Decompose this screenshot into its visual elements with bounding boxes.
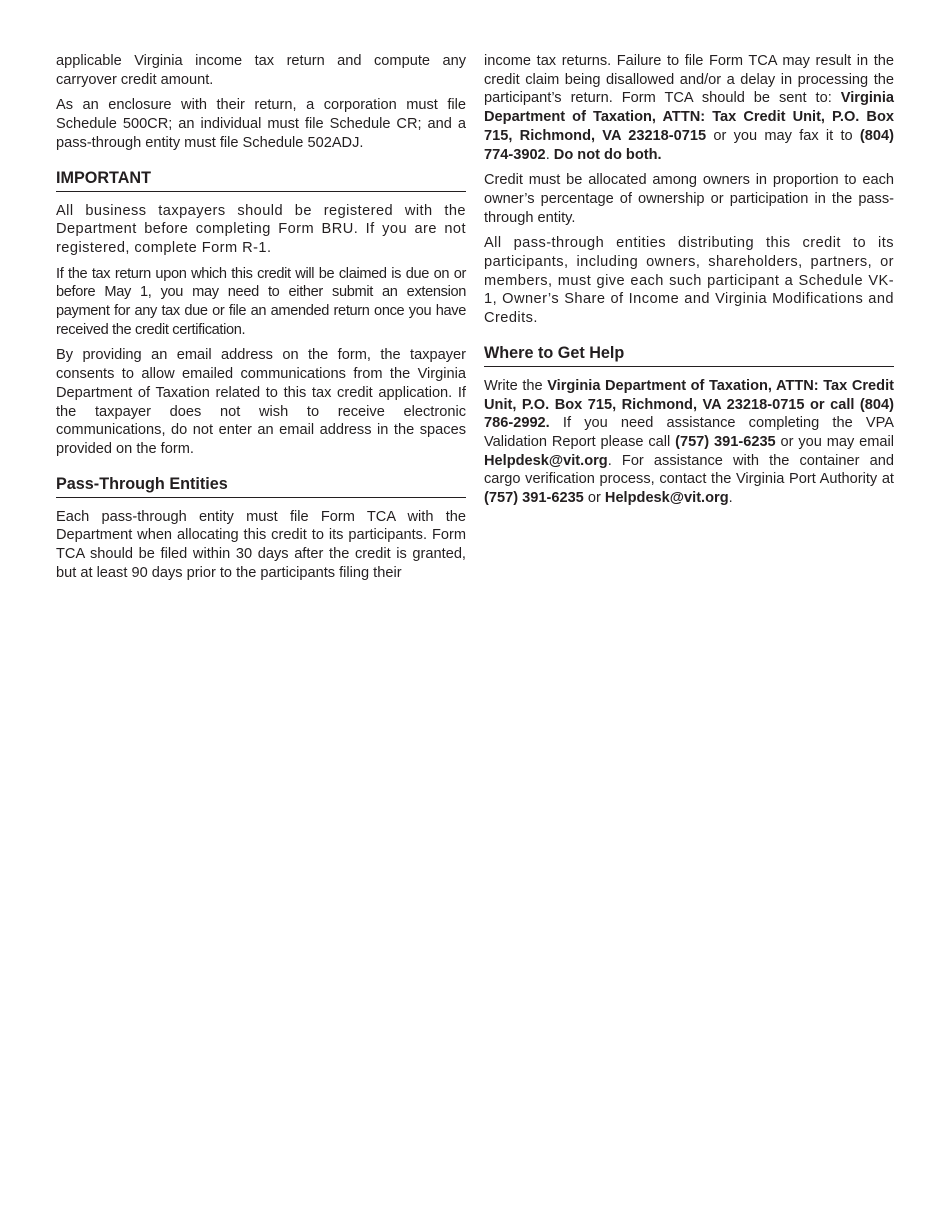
help-heading: Where to Get Help [484,343,894,367]
help-text-3: or you may email [775,433,895,450]
continuation-text-3: . [545,146,554,163]
help-text-1: Write the [484,377,548,394]
important-heading: IMPORTANT [56,168,466,192]
intro-paragraph-2: As an enclosure with their return, a corporation must file Schedule 500CR; an individual must file Schedule CR; and a pass-through entity must file Schedule 502ADJ. [56,97,466,151]
allocation-paragraph: Credit must be allocated among owners in proportion to each owner’s percentage of ownership or participation in the pass-through entity. [484,172,894,226]
pass-through-heading: Pass-Through Entities [56,474,466,498]
distribution-paragraph: All pass-through entities distributing this credit to its participants, including owners, shareholders, partners, or members, must give each such participant a Schedule VK-1, Owner’s Share of Income and Virginia Modifications and Credits. [484,235,894,327]
do-not-do-both-warning: Do not do both. [553,146,662,163]
help-text-2: If you need assistance completing the VPA Validation Report please call [484,415,894,450]
help-phone-1: (757) 391-6235 [675,433,776,450]
continuation-text-1: income tax returns. Failure to file Form TCA may result in the credit claim being disallowed and/or a delay in processing the participant’s return. Form TCA should be sent to: [484,53,894,107]
help-text-4: . For assistance with the container and cargo verification process, contact the Virginia Port Authority at [484,452,894,488]
help-text-5: or [583,490,605,507]
mailing-address: Virginia Department of Taxation, ATTN: Tax Credit Unit, P.O. Box 715, Richmond, VA 23218-0715 [484,90,894,144]
important-paragraph-due-date: If the tax return upon which this credit will be claimed is due on or before May 1, you may need to either submit an extension payment for any tax due or file an amended return once you have received the credit certification. [56,265,466,338]
fax-number: (804) 774-3902 [484,127,894,163]
help-paragraph [484,377,894,508]
help-text-6: . [728,490,733,507]
important-paragraph-registration: All business taxpayers should be registered with the Department before completing Form BRU. If you are not registered, complete Form R-1. [56,202,466,256]
form-tca-continuation-paragraph [484,52,894,164]
important-paragraph-email: By providing an email address on the form, the taxpayer consents to allow emailed communications from the Virginia Department of Taxation related to this tax credit application. If the taxpayer does not wish to receive electronic communications, do not enter an email address in the spaces provided on the form. [56,347,466,457]
left-column [56,52,466,589]
right-column [484,52,894,515]
continuation-text-2: or you may fax it to [706,127,860,144]
help-contact-address: Virginia Department of Taxation, ATTN: Tax Credit Unit, P.O. Box 715, Richmond, VA 23218-0715 or call (804) 786-2992. [484,377,894,432]
help-email-2: Helpdesk@vit.org [604,490,729,507]
help-phone-2: (757) 391-6235 [484,490,584,507]
help-email-1: Helpdesk@vit.org [484,452,608,469]
pass-through-paragraph: Each pass-through entity must file Form TCA with the Department when allocating this credit to its participants. Form TCA should be filed within 30 days after the credit is granted, but at least 90 days prior to the participants filing their [56,508,466,581]
intro-paragraph-1: applicable Virginia income tax return and compute any carryover credit amount. [56,53,466,88]
